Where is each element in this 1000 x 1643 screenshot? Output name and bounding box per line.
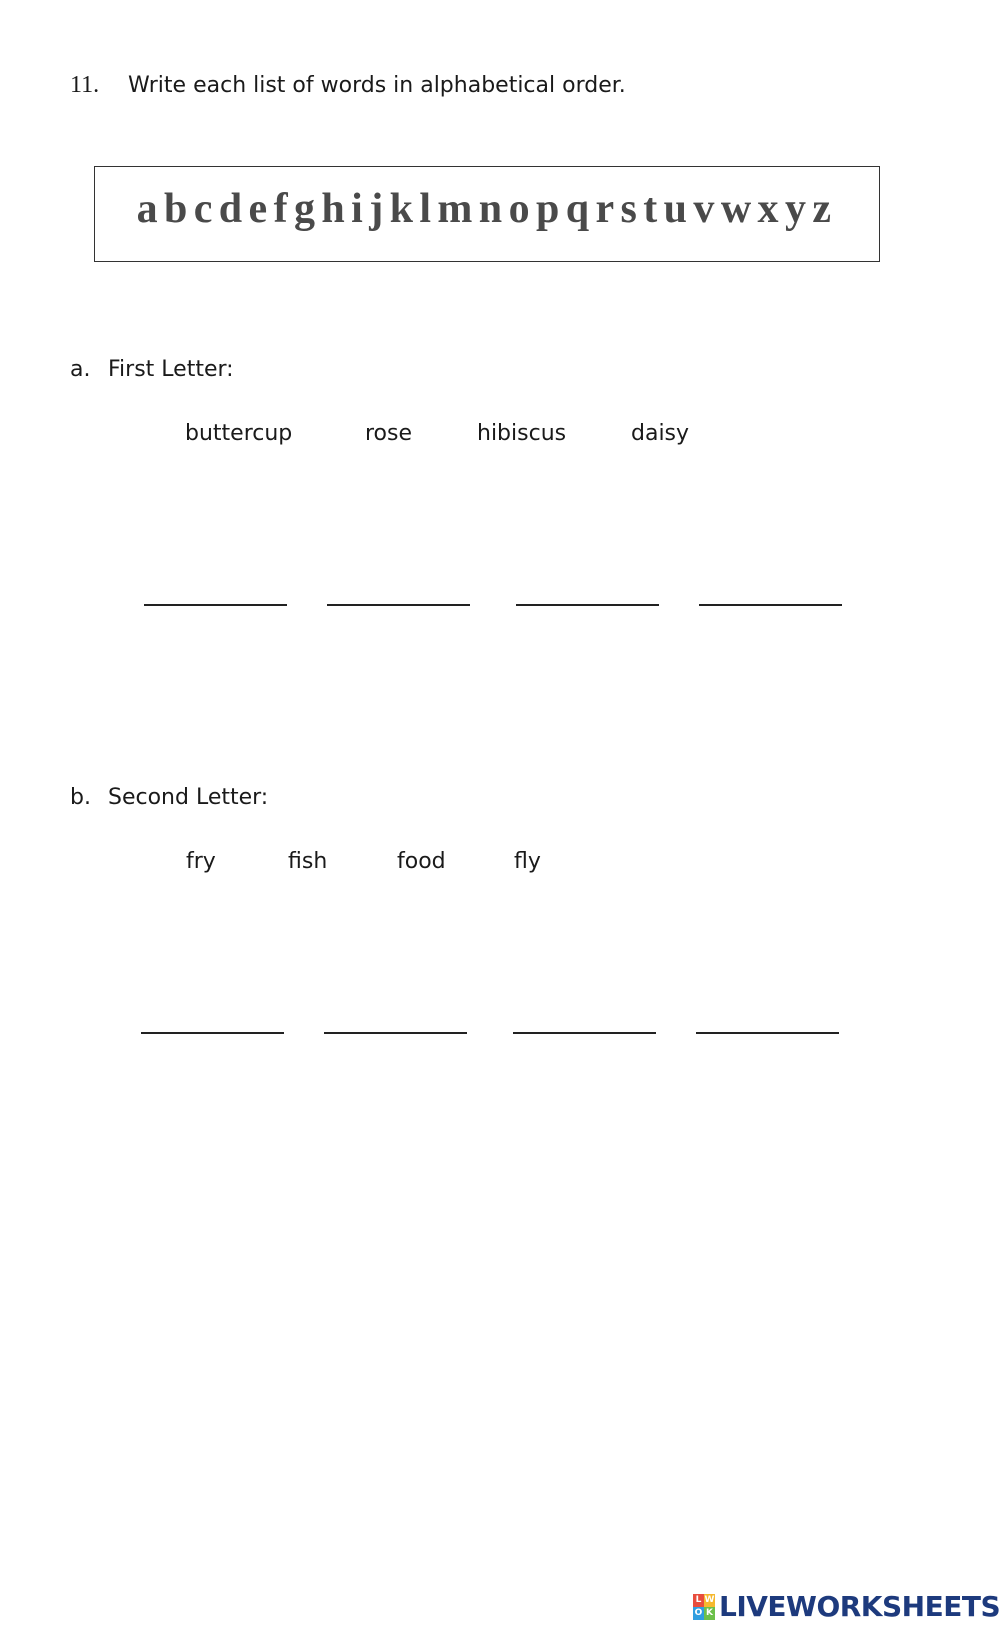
word-list-item: rose bbox=[365, 421, 413, 446]
section-b-label bbox=[70, 785, 268, 810]
word-list-item: food bbox=[397, 849, 446, 874]
section-a-letter: a. bbox=[70, 357, 91, 382]
word-list-item: fly bbox=[514, 849, 541, 874]
question-instruction: Write each list of words in alphabetical order. bbox=[128, 73, 626, 98]
word-list-item: fry bbox=[186, 849, 216, 874]
answer-blank[interactable] bbox=[324, 1032, 467, 1034]
word-list-item: hibiscus bbox=[477, 421, 567, 446]
word-list-item: buttercup bbox=[185, 421, 293, 446]
logo-cell: W bbox=[704, 1594, 715, 1605]
word-list-item: daisy bbox=[631, 421, 690, 446]
liveworksheets-logo-icon bbox=[693, 1594, 715, 1620]
alphabet-strip: abcdefghijklmnopqrstuvwxyz bbox=[136, 186, 838, 232]
section-b-title: Second Letter: bbox=[108, 785, 269, 810]
liveworksheets-brand bbox=[693, 1590, 1000, 1623]
answer-blank[interactable] bbox=[141, 1032, 284, 1034]
logo-cell: O bbox=[694, 1607, 703, 1618]
answer-blank[interactable] bbox=[513, 1032, 656, 1034]
question-number: 11. bbox=[70, 72, 100, 98]
alphabet-box bbox=[94, 166, 880, 262]
answer-blank[interactable] bbox=[696, 1032, 839, 1034]
section-a-title: First Letter: bbox=[108, 357, 234, 382]
answer-blank[interactable] bbox=[327, 604, 470, 606]
answer-blank[interactable] bbox=[699, 604, 842, 606]
section-b-letter: b. bbox=[70, 785, 91, 810]
word-list-item: fish bbox=[288, 849, 328, 874]
logo-cell: L bbox=[693, 1594, 704, 1607]
brand-text: LIVEWORKSHEETS bbox=[719, 1590, 1000, 1623]
answer-blank[interactable] bbox=[144, 604, 287, 606]
answer-blank[interactable] bbox=[516, 604, 659, 606]
logo-cell: K bbox=[704, 1607, 715, 1620]
section-a-label bbox=[70, 357, 234, 382]
